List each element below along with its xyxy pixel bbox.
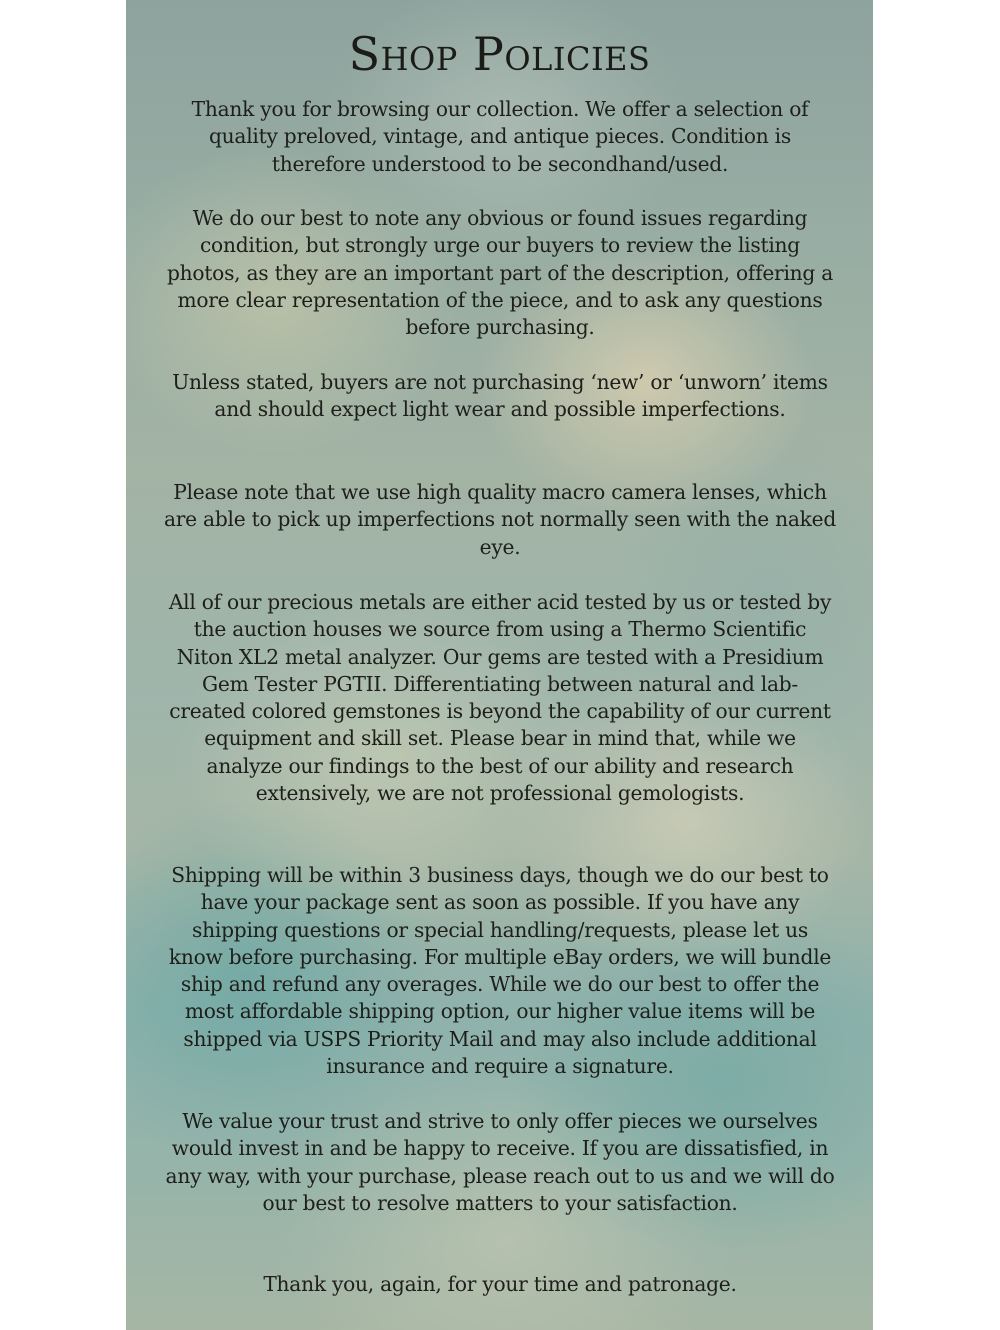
policy-paragraph-shipping: Shipping will be within 3 business days, though we do our best to have your package sent as soon as possible. If you have any shipping questions or special handling/requests, please let us know before purchasing. For multiple eBay orders, we will bundle ship and refund any overages. While we do our best to offer the most affordable shipping option, our higher value items will be shipped via USPS Priority Mail and may also include additional insurance and require a signature. bbox=[168, 863, 832, 1079]
policy-paragraph-photography: Please note that we use high quality macro camera lenses, which are able to pick up imperfections not normally seen with the naked eye. bbox=[164, 480, 836, 559]
policy-paragraph-condition: We do our best to note any obvious or found issues regarding condition, but strongly urge our buyers to review the listing photos, as they are an important part of the description, offering a more clear representation of the piece, and to ask any questions before purchasing. bbox=[166, 206, 834, 340]
policy-paragraph-satisfaction: We value your trust and strive to only offer pieces we ourselves would invest in and be happy to receive. If you are dissatisfied, in any way, with your purchase, please reach out to us and we will do our best to resolve matters to your satisfaction. bbox=[165, 1109, 835, 1215]
policy-paragraph-testing: All of our precious metals are either acid tested by us or tested by the auction houses we source from using a Thermo Scientific Niton XL2 metal analyzer. Our gems are tested with a Presidium Gem Tester PGTII. Differentiating between natural and lab-created colored gemstones is beyond the capability of our current equipment and skill set. Please bear in mind that, while we analyze our findings to the best of our ability and research extensively, we are not professional gemologists. bbox=[168, 590, 832, 806]
policy-paragraph-thanks: Thank you, again, for your time and patronage. bbox=[263, 1272, 737, 1296]
policy-paragraph-wear: Unless stated, buyers are not purchasing ‘new’ or ‘unworn’ items and should expect light wear and possible imperfections. bbox=[172, 370, 828, 422]
policy-card-background bbox=[126, 0, 873, 1330]
policy-paragraph-intro: Thank you for browsing our collection. We offer a selection of quality preloved, vintage, and antique pieces. Condition is therefore understood to be secondhand/used. bbox=[191, 97, 809, 176]
page-title: Shop Policies bbox=[348, 27, 651, 81]
policy-card bbox=[126, 0, 873, 1330]
